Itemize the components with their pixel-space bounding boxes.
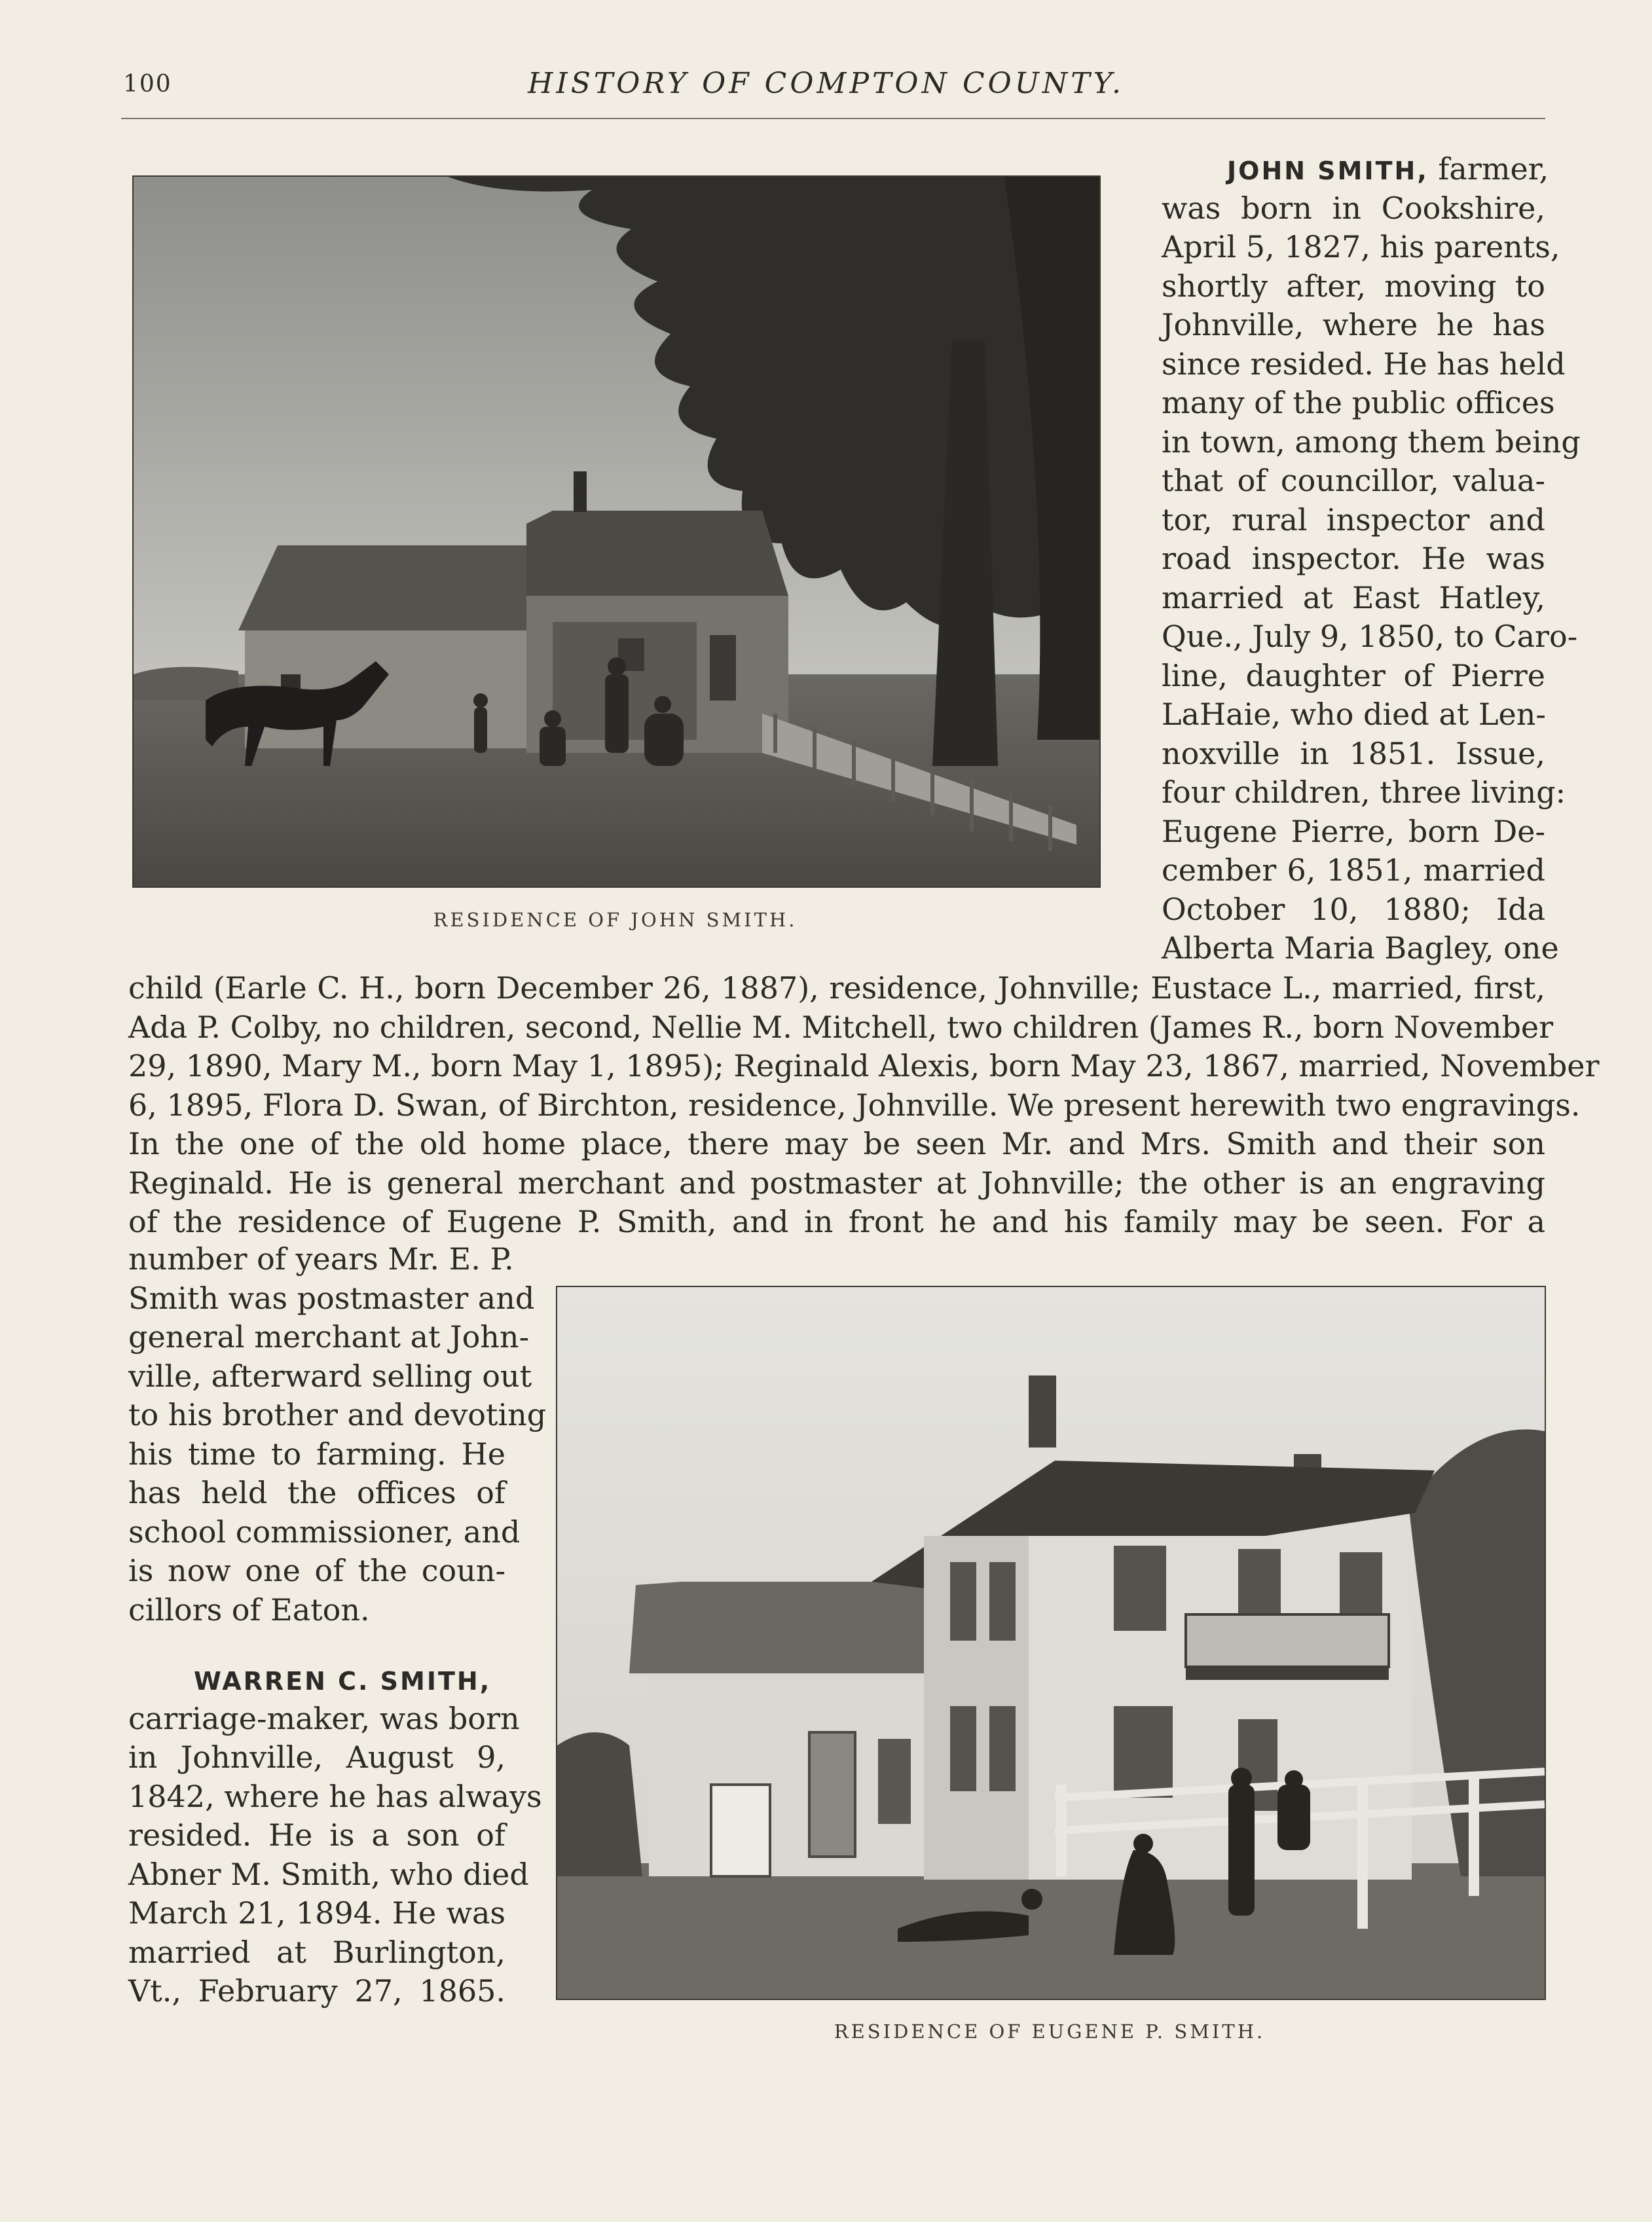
text-line: has held the offices of <box>128 1475 505 1510</box>
text-line: ville, afterward selling out <box>128 1358 532 1394</box>
text-line: tor, rural inspector and <box>1162 501 1545 537</box>
text-line: Ada P. Colby, no children, second, Nellie M. Mitchell, two children (James R., born November <box>128 1009 1554 1045</box>
text-line: since resided. He has held <box>1162 346 1566 382</box>
text-line: April 5, 1827, his parents, <box>1162 229 1560 264</box>
text-line: his time to farming. He <box>128 1436 505 1472</box>
text-line: road inspector. He was <box>1162 541 1545 576</box>
text-line: that of councillor, valua- <box>1162 463 1545 498</box>
text-line <box>128 1660 505 1700</box>
john-smith-column <box>1162 150 1581 968</box>
text-line: child (Earle C. H., born December 26, 1887), residence, Johnville; Eustace L., married, first, <box>128 970 1545 1006</box>
text-line: to his brother and devoting <box>128 1397 547 1432</box>
text-line: 6, 1895, Flora D. Swan, of Birchton, residence, Johnville. We present herewith two engravings. <box>128 1087 1581 1123</box>
text-line: carriage-maker, was born <box>128 1700 520 1736</box>
text-line: JOHN SMITH, farmer, <box>1162 150 1545 189</box>
farmhouse-engraving <box>134 177 1099 886</box>
text-line: Eugene Pierre, born De- <box>1162 813 1545 849</box>
text-line: Johnville, where he has <box>1162 307 1545 342</box>
running-head: HISTORY OF COMPTON COUNTY. <box>527 67 1125 100</box>
photo-residence-eugene-smith <box>556 1286 1546 2000</box>
house-engraving <box>557 1287 1545 1999</box>
text-line: Que., July 9, 1850, to Caro- <box>1162 619 1578 654</box>
text-line: October 10, 1880; Ida <box>1162 891 1545 927</box>
text-line: Reginald. He is general merchant and postmaster at Johnville; the other is an engraving <box>128 1165 1545 1201</box>
text-line: was born in Cookshire, <box>1162 190 1545 226</box>
text-line: In the one of the old home place, there may be seen Mr. and Mrs. Smith and their son <box>128 1126 1545 1161</box>
text-line: Abner M. Smith, who died <box>128 1856 529 1892</box>
text-line: of the residence of Eugene P. Smith, and in front he and his family may be seen. For a <box>128 1204 1545 1239</box>
text-line: number of years Mr. E. P. <box>128 1241 514 1277</box>
text-line: married at East Hatley, <box>1162 579 1545 615</box>
text-line: four children, three living: <box>1162 774 1566 810</box>
text-line: shortly after, moving to <box>1162 268 1545 304</box>
text-line: LaHaie, who died at Len- <box>1162 697 1546 732</box>
text-line: many of the public offices <box>1162 385 1555 420</box>
page-number: 100 <box>123 71 172 98</box>
text-line: 29, 1890, Mary M., born May 1, 1895); Reginald Alexis, born May 23, 1867, married, November <box>128 1048 1600 1084</box>
text-line: line, daughter of Pierre <box>1162 657 1545 693</box>
warren-smith-name: WARREN C. SMITH, <box>194 1667 492 1696</box>
text-line: in Johnville, August 9, <box>128 1739 505 1775</box>
text-line: March 21, 1894. He was <box>128 1895 505 1931</box>
text-line: Smith was postmaster and <box>128 1280 535 1316</box>
text-line: is now one of the coun- <box>128 1553 505 1588</box>
text-line: cillors of Eaton. <box>128 1592 370 1628</box>
text-line: married at Burlington, <box>128 1934 505 1970</box>
caption-residence-eugene-smith: RESIDENCE OF EUGENE P. SMITH. <box>834 2020 1266 2043</box>
text-line: Vt., February 27, 1865. <box>128 1973 505 2009</box>
header-rule <box>121 118 1545 119</box>
text-line: cember 6, 1851, married <box>1162 852 1545 888</box>
john-smith-name: JOHN SMITH, <box>1227 156 1429 185</box>
text-line: school commissioner, and <box>128 1514 521 1550</box>
text-line: in town, among them being <box>1162 424 1581 460</box>
text-line: general merchant at John- <box>128 1319 530 1355</box>
caption-residence-john-smith: RESIDENCE OF JOHN SMITH. <box>433 909 798 931</box>
text-line: 1842, where he has always <box>128 1778 542 1814</box>
text-line: Alberta Maria Bagley, one <box>1162 930 1559 966</box>
john-smith-full-width-text <box>128 969 1600 1242</box>
photo-residence-john-smith <box>132 175 1101 888</box>
text-line: noxville in 1851. Issue, <box>1162 735 1545 771</box>
john-smith-left-column <box>128 1240 547 1630</box>
warren-smith-column <box>128 1660 542 2011</box>
text-line: resided. He is a son of <box>128 1817 505 1853</box>
